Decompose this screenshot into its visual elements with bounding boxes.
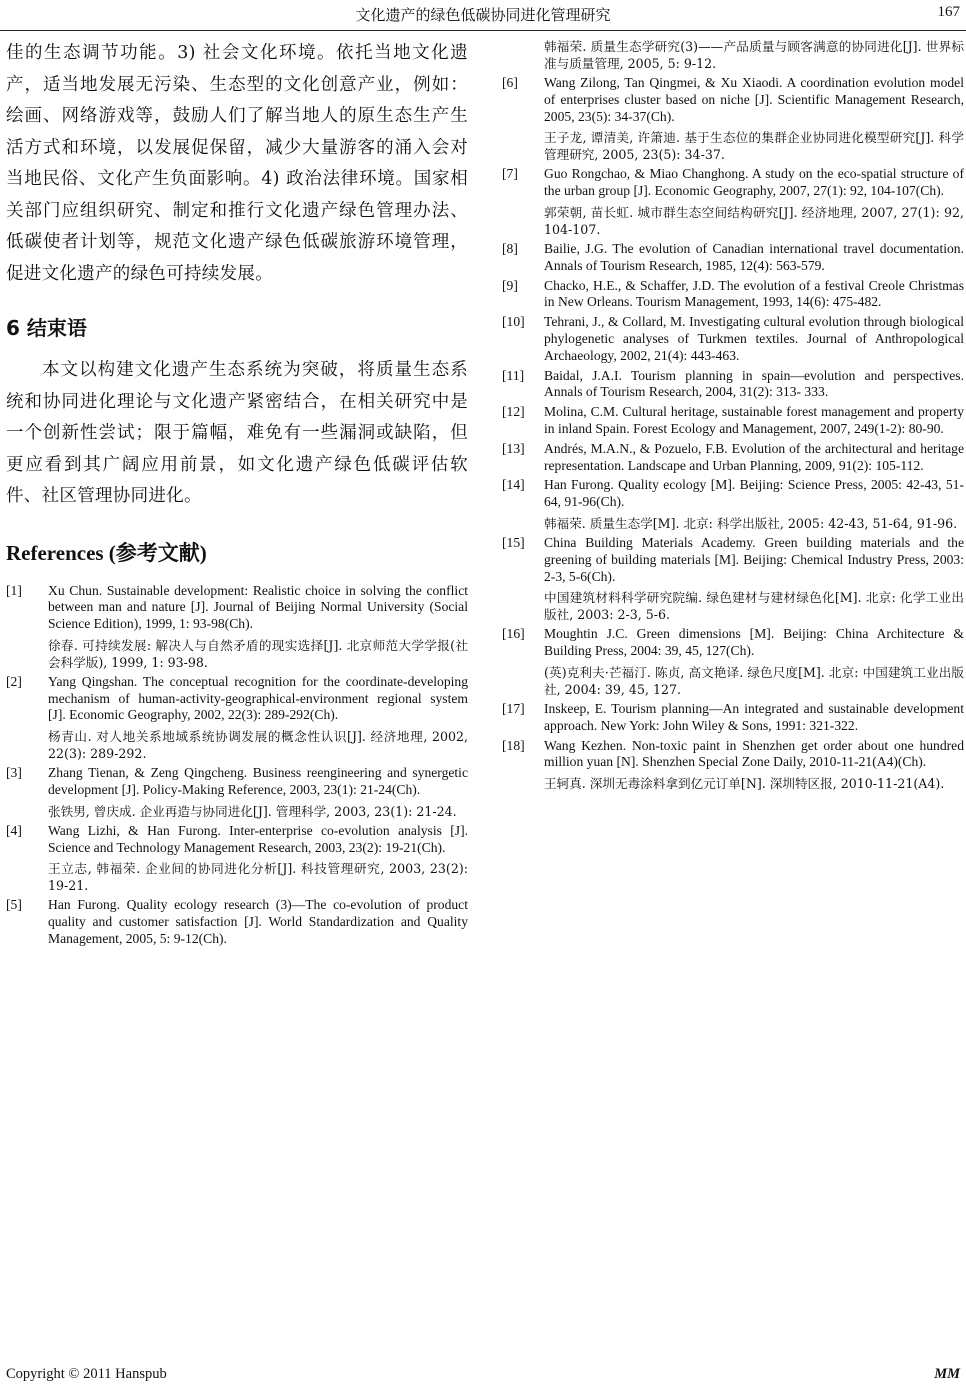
reference-number: [17] — [502, 700, 525, 716]
running-title: 文化遗产的绿色低碳协同进化管理研究 — [355, 6, 611, 24]
reference-item — [502, 368, 964, 402]
conclusion-paragraph: 本文以构建文化遗产生态系统为突破，将质量生态系统和协同进化理论与文化遗产紧密结合，在相关研究中是一个创新性尝试；限于篇幅，难免有一些漏洞或缺陷，但更应看到其广阔应用前景，如文化遗产绿色低碳评估软件、社区管理协同进化。 — [6, 360, 468, 506]
reference-zh: 韩福荣. 质量生态学[M]. 北京: 科学出版社, 2005: 42-43, 51-64, 91-96. — [544, 515, 958, 531]
reference-en: Wang Lizhi, & Han Furong. Inter-enterprise co-evolution analysis [J]. Science and Technology Management Research, 2003, 23(2): 19-21(Ch). — [48, 822, 468, 855]
reference-item — [502, 701, 964, 735]
reference-number: [16] — [502, 626, 525, 642]
reference-number: [11] — [502, 367, 525, 383]
reference-item — [502, 477, 964, 532]
reference-zh: 韩福荣. 质量生态学研究(3)——产品质量与顾客满意的协同进化[J]. 世界标准与质量管理, 2005, 5: 9-12. — [544, 39, 964, 71]
references-heading: References (参考文献) — [6, 540, 207, 565]
reference-number: [18] — [502, 737, 525, 753]
reference-en: Han Furong. Quality ecology research (3)—The co-evolution of product quality and customer satisfaction [J]. World Standardization and Quality Management, 2005, 5: 9-12(Ch). — [48, 897, 468, 947]
reference-number: [12] — [502, 404, 525, 420]
reference-item — [6, 823, 468, 895]
reference-item — [6, 674, 468, 762]
reference-number: [1] — [6, 582, 22, 598]
reference-en: Wang Kezhen. Non-toxic paint in Shenzhen get order about one hundred million yuan [N]. Shenzhen Special Zone Daily, 2010-11-21(A4)(Ch). — [544, 737, 964, 770]
reference-continuation — [502, 38, 964, 72]
reference-number: [6] — [502, 75, 518, 90]
reference-zh: 杨青山. 对人地关系地域系统协调发展的概念性认识[J]. 经济地理, 2002, 22(3): 289-292. — [48, 729, 468, 762]
reference-number: [4] — [6, 822, 22, 838]
reference-en: Chacko, H.E., & Schaffer, J.D. The evolution of a festival Creole Christmas in New Orleans. Tourism Management, 1993, 14(6): 475-482. — [544, 277, 964, 310]
reference-en: Inskeep, E. Tourism planning—An integrated and sustainable development approach. New York: John Wiley & Sons, 1991: 321-322. — [544, 700, 964, 733]
reference-number: [13] — [502, 440, 525, 456]
page-footer — [6, 1366, 960, 1386]
reference-en: Tehrani, J., & Collard, M. Investigating cultural evolution through biological phylogenetic analyses of Turkmen textiles. Journal of Anthropological Archaeology, 2002, 21(4): 443-463. — [544, 314, 964, 363]
reference-item — [502, 535, 964, 623]
reference-zh: 中国建筑材料科学研究院编. 绿色建材与建材绿色化[M]. 北京: 化学工业出版社, 2003: 2-3, 5-6. — [544, 590, 964, 623]
reference-number: [7] — [502, 166, 518, 182]
reference-number: [8] — [502, 240, 518, 256]
reference-en: Baidal, J.A.I. Tourism planning in spain—evolution and perspectives. Annals of Tourism Research, 2004, 31(2): 313- 333. — [544, 367, 964, 400]
reference-number: [14] — [502, 477, 525, 493]
right-column — [502, 38, 964, 795]
page-header — [0, 0, 966, 31]
reference-number: [9] — [502, 277, 518, 293]
reference-item — [502, 75, 964, 163]
reference-zh: 王子龙, 谭清美, 许箫迪. 基于生态位的集群企业协同进化模型研究[J]. 科学管理研究, 2005, 23(5): 34-37. — [544, 130, 964, 163]
reference-en: Han Furong. Quality ecology [M]. Beijing: Science Press, 2005: 42-43, 51-64, 91-96(Ch). — [544, 477, 964, 510]
reference-item — [6, 583, 468, 671]
reference-number: [10] — [502, 314, 525, 330]
reference-number: [3] — [6, 765, 22, 781]
reference-item — [502, 738, 964, 793]
reference-number: [15] — [502, 534, 525, 550]
reference-item — [6, 897, 468, 947]
reference-zh: (英)克利夫·芒福汀. 陈贞, 高文艳译. 绿色尺度[M]. 北京: 中国建筑工业出版社, 2004: 39, 45, 127. — [544, 664, 964, 697]
section-heading: 6 结束语 — [6, 316, 87, 340]
copyright-notice: Copyright © 2011 Hanspub — [6, 1366, 167, 1382]
reference-en: Zhang Tienan, & Zeng Qingcheng. Business reengineering and synergetic development [J]. Policy-Making Reference, 2003, 23(1): 21-24(Ch). — [48, 765, 468, 798]
reference-en: Moughtin J.C. Green dimensions [M]. Beijing: China Architecture & Building Press, 2004: 39, 45, 127(Ch). — [544, 626, 964, 659]
reference-item — [502, 241, 964, 275]
reference-zh: 王立志, 韩福荣. 企业间的协同进化分析[J]. 科技管理研究, 2003, 23(2): 19-21. — [48, 861, 468, 894]
reference-number: [5] — [6, 897, 22, 913]
reference-en: Andrés, M.A.N., & Pozuelo, F.B. Evolution of the architectural and heritage representation. Landscape and Urban Planning, 2009, 91(2): 105-112. — [544, 440, 964, 473]
reference-zh: 郭荣朝, 苗长虹. 城市群生态空间结构研究[J]. 经济地理, 2007, 27(1): 92, 104-107. — [544, 204, 964, 237]
reference-zh: 张铁男, 曾庆成. 企业再造与协同进化[J]. 管理科学, 2003, 23(1): 21-24. — [48, 803, 457, 819]
reference-item — [6, 765, 468, 820]
reference-item — [502, 441, 964, 475]
reference-zh: 徐春. 可持续发展: 解决人与自然矛盾的现实选择[J]. 北京师范大学学报(社会科学版), 1999, 1: 93-98. — [48, 637, 468, 670]
left-column — [6, 38, 468, 951]
reference-number: [2] — [6, 673, 22, 689]
reference-item — [502, 626, 964, 698]
reference-en: China Building Materials Academy. Green building materials and the greening of building materials [M]. Beijing: Chemical Industry Press, 2003: 2-3, 5-6(Ch). — [544, 534, 964, 584]
reference-item — [502, 278, 964, 312]
reference-item — [502, 314, 964, 364]
reference-item — [502, 404, 964, 438]
journal-abbrev: MM — [934, 1366, 960, 1382]
reference-en: Bailie, J.G. The evolution of Canadian international travel documentation. Annals of Tourism Research, 1985, 12(4): 563-579. — [544, 240, 964, 273]
reference-en: Yang Qingshan. The conceptual recognition for the coordinate-developing mechanism of human-activity-geographical-environment regional system [J]. Economic Geography, 2002, 22(3): 289-292(Ch). — [48, 673, 468, 723]
reference-en: Molina, C.M. Cultural heritage, sustainable forest management and property in inland Spain. Forest Ecology and Management, 2007, 249(1-2): 80-90. — [544, 404, 964, 436]
page-number: 167 — [937, 4, 960, 20]
reference-en: Guo Rongchao, & Miao Changhong. A study on the eco-spatial structure of the urban group [J]. Economic Geography, 2007, 27(1): 92, 104-107(Ch). — [544, 166, 964, 199]
body-paragraph: 佳的生态调节功能。3) 社会文化环境。依托当地文化遗产，适当地发展无污染、生态型的文化创意产业，例如：绘画、网络游戏等，鼓励人们了解当地人的原生态生产生活方式和环境，以发展促保留，减少大量游客的涌入会对当地民俗、文化产生负面影响。4) 政治法律环境。国家相关部门应组织研究、制定和推行文化遗产绿色管理办法、低碳使者计划等，规范文化遗产绿色低碳旅游环境管理，促进文化遗产的绿色可持续发展。 — [6, 43, 468, 284]
reference-item — [502, 166, 964, 238]
reference-zh: 王轲真. 深圳无毒涂料拿到亿元订单[N]. 深圳特区报, 2010-11-21(A4). — [544, 776, 945, 792]
reference-en: Xu Chun. Sustainable development: Realistic choice in solving the conflict between man and nature [J]. Journal of Beijing Normal University (Social Science Edition), 1999, 1: 93-98(Ch). — [48, 582, 468, 632]
reference-en: Wang Zilong, Tan Qingmei, & Xu Xiaodi. A coordination evolution model of enterprises cluster based on niche [J]. Scientific Management Research, 2005, 23(5): 34-37(Ch). — [544, 75, 964, 124]
